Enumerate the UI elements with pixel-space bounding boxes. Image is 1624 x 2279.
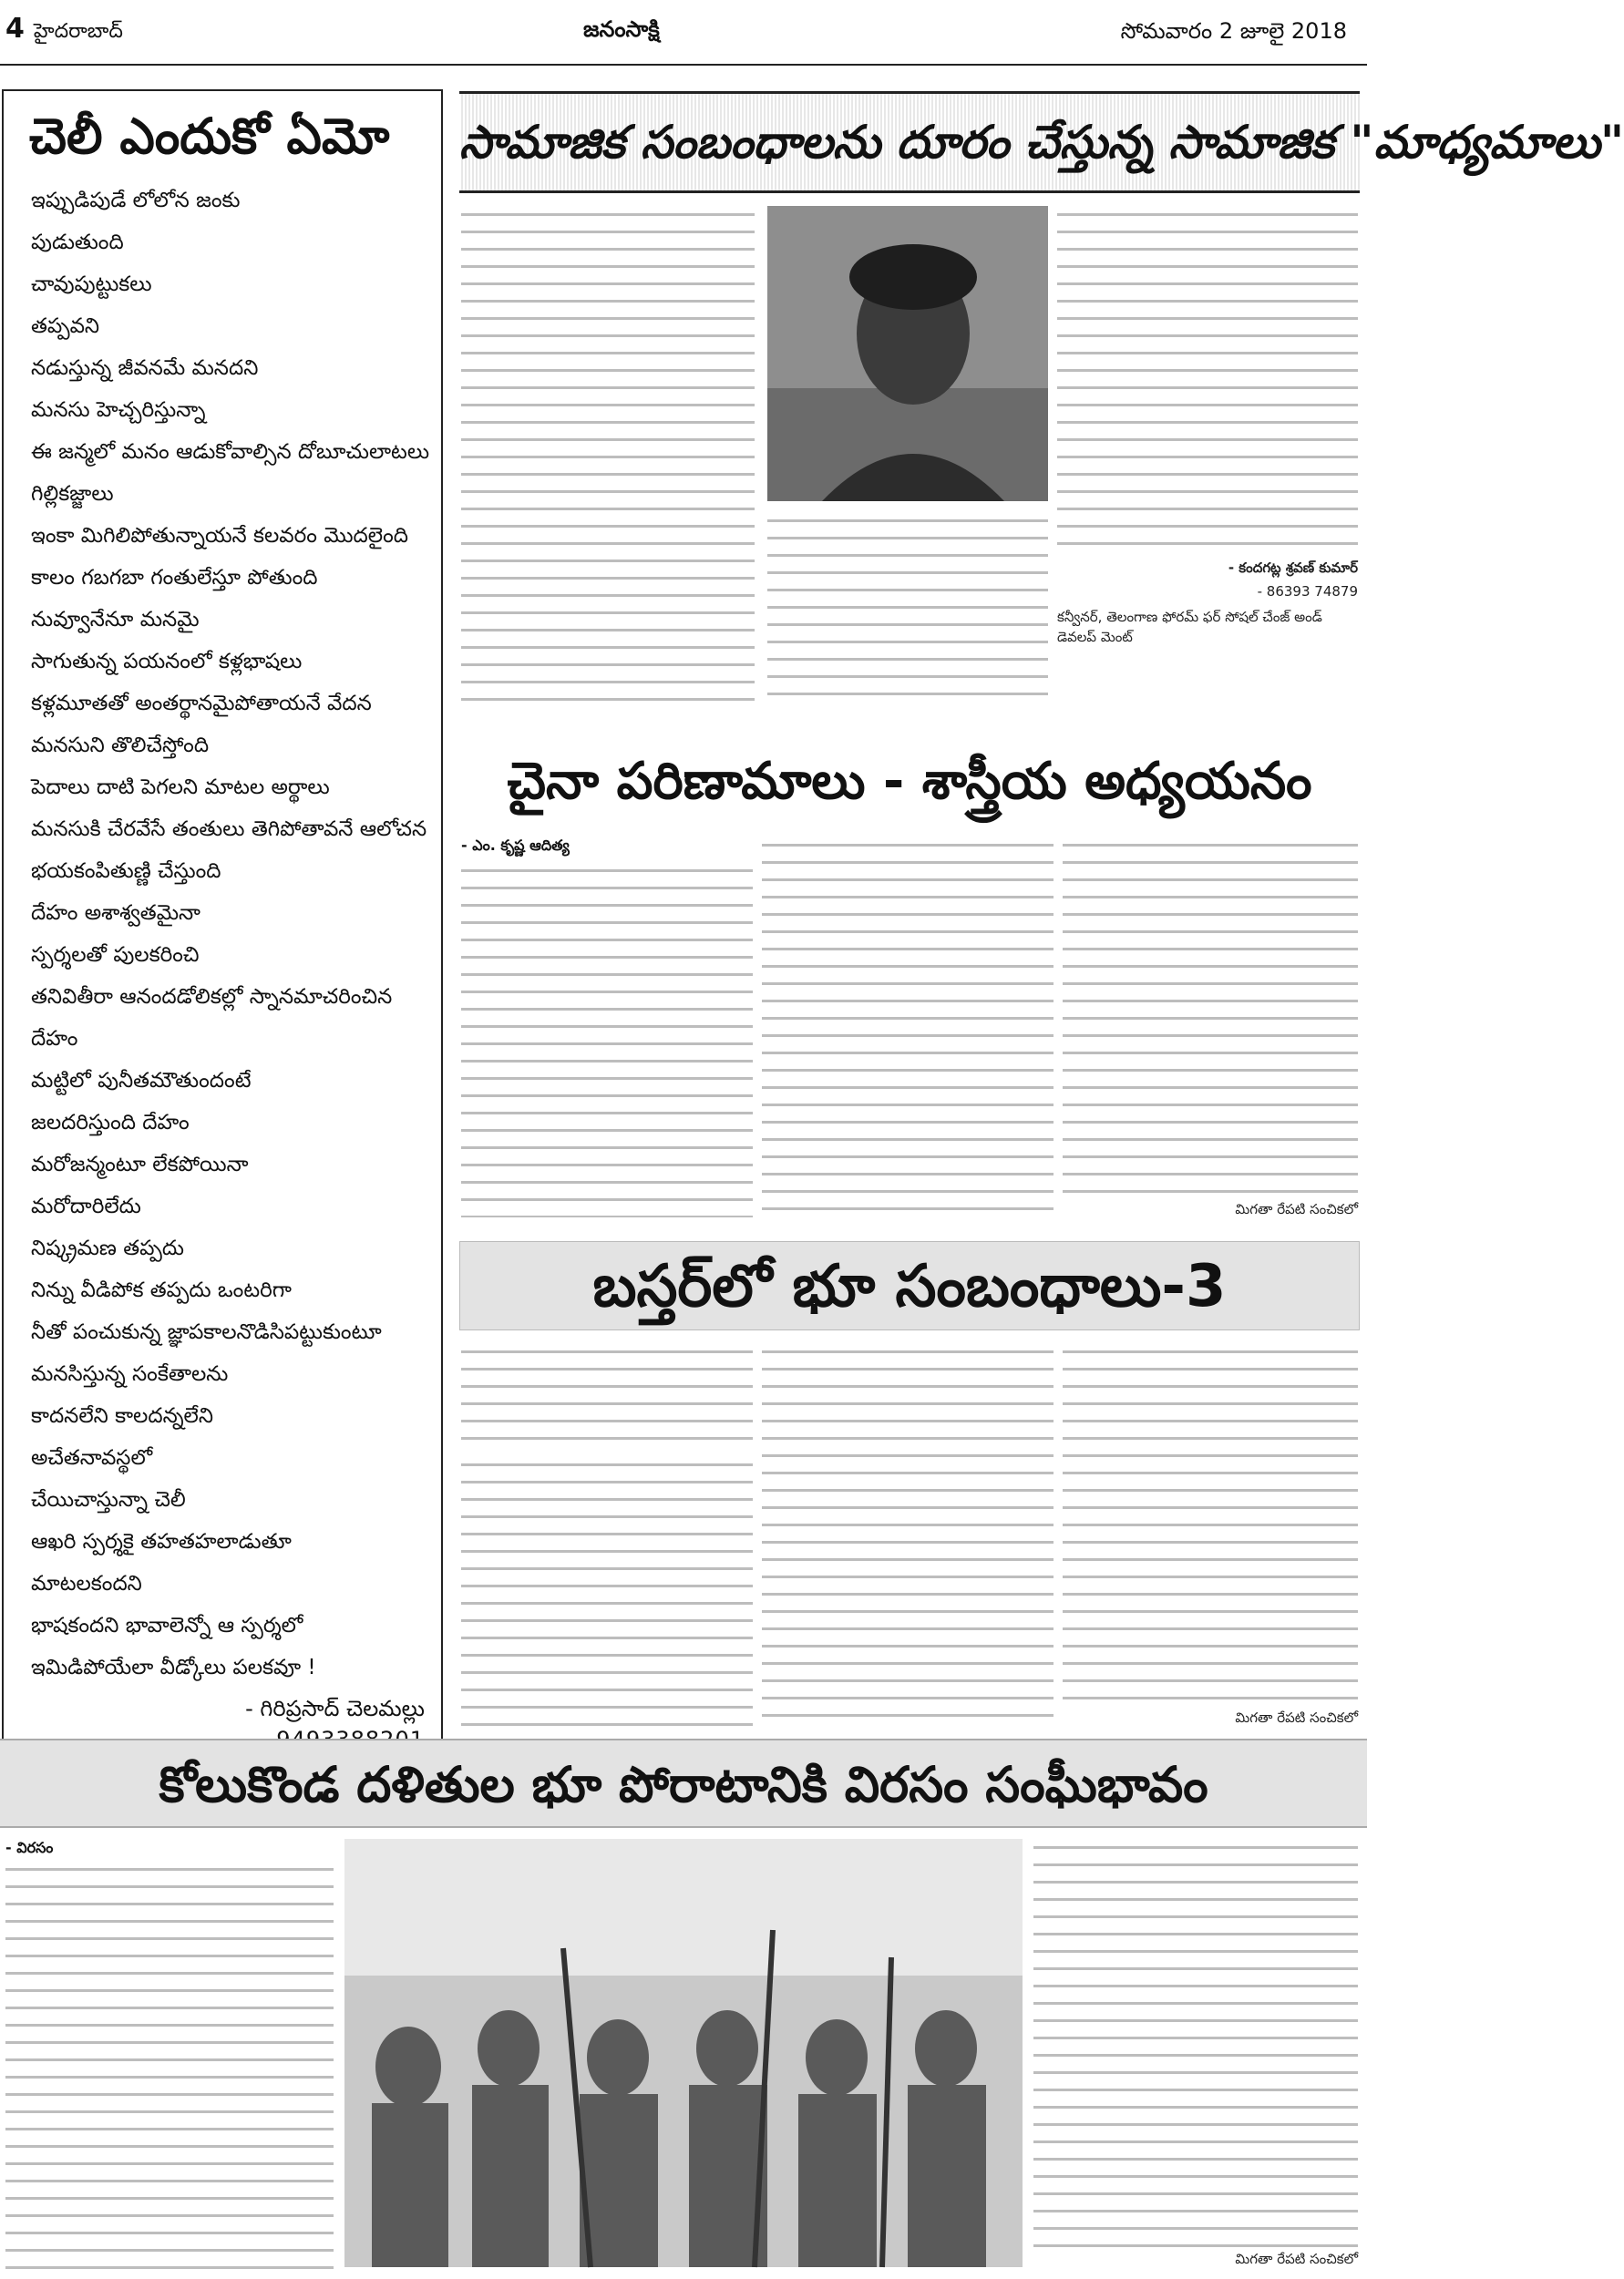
poem-box xyxy=(2,89,443,1799)
article4-byline: - విరసం xyxy=(5,1839,54,1856)
author-photo xyxy=(767,206,1048,501)
poem-line: దేహం xyxy=(31,1027,78,1052)
article1-column-3 xyxy=(1057,206,1358,552)
article2-byline: - ఎం. కృష్ణ ఆదిత్య xyxy=(461,837,570,854)
poem-line: ఆఖరి స్పర్శకై తహతహలాడుతూ xyxy=(31,1530,292,1555)
poem-line: కళ్లమూతతో అంతర్థానమైపోతాయనే వేదన xyxy=(31,692,372,716)
article1-phone: - 86393 74879 xyxy=(1257,583,1358,600)
article3-column-2 xyxy=(762,1343,1054,1726)
poem-line: ఈ జన్మలో మనం ఆడుకోవాల్సిన దోబూచులాటలు xyxy=(31,440,430,465)
article4-headline: కోలుకొండ దళితుల భూ పోరాటానికి విరసం సంఘీభావం xyxy=(0,1739,1367,1828)
poem-line: చేయిచాస్తున్నా చెలీ xyxy=(31,1488,186,1513)
poem-line: మట్టిలో పునీతమౌతుందంటే xyxy=(31,1069,252,1093)
poem-line: నిష్క్రమణ తప్పదు xyxy=(31,1237,185,1261)
poem-line: మనసు హెచ్చరిస్తున్నా xyxy=(31,398,206,423)
article4-column-1 xyxy=(5,1861,334,2271)
article2-column-3 xyxy=(1063,837,1358,1196)
page-number-value: 4 xyxy=(5,13,25,45)
poem-title: చెలీ ఎందుకో ఏమో xyxy=(29,108,390,165)
poem-line: మరోదారిలేదు xyxy=(31,1195,141,1219)
poem-line: పుడుతుంది xyxy=(31,231,124,255)
poem-line: మనసుని తొలిచేస్తోంది xyxy=(31,734,210,758)
poem-line: సాగుతున్న పయనంలో కళ్లభాషలు xyxy=(31,650,303,674)
poem-line: నడుస్తున్న జీవనమే మనదని xyxy=(31,356,259,381)
poem-line: ఇప్పుడిపుడే లోలోన జంకు xyxy=(31,189,241,213)
poem-line: ఇంకా మిగిలిపోతున్నాయనే కలవరం మొదలైంది xyxy=(31,524,408,549)
article2-headline: చైనా పరిణామాలు - శాస్త్రీయ అధ్యయనం xyxy=(459,738,1360,826)
poem-line: మాటలకందని xyxy=(31,1572,142,1596)
article2-column-1 xyxy=(461,862,753,1217)
poem-line: నిన్ను వీడిపోక తప్పదు ఒంటరిగా xyxy=(31,1278,292,1303)
article3-intro xyxy=(461,1343,753,1449)
portrait-image xyxy=(767,206,1048,501)
poem-line: కాదనలేని కాలదన్నలేని xyxy=(31,1404,214,1429)
poem-line: అచేతనావస్థలో xyxy=(31,1446,153,1471)
article1-affiliation: కన్వీనర్, తెలంగాణ ఫోరమ్ ఫర్ సోషల్ చేంజ్ అండ్ డెవలప్ మెంట్ xyxy=(1057,609,1322,645)
poem-line: కాలం గబగబా గంతులేస్తూ పోతుంది xyxy=(31,566,318,590)
protest-image xyxy=(344,1839,1023,2267)
poem-line: మనసుకి చేరవేసే తంతులు తెగిపోతావనే ఆలోచన xyxy=(31,817,427,842)
article3-column-1 xyxy=(461,1456,753,1726)
poem-line: స్పర్శలతో పులకరించి xyxy=(31,943,200,968)
article4-credit: మిగతా రేపటి సంచికలో xyxy=(1235,2251,1358,2267)
poem-line: నువ్వూనేనూ మనమై xyxy=(31,608,200,632)
poem-line: నీతో పంచుకున్న జ్ఞాపకాలనొడిసిపట్టుకుంటూ xyxy=(31,1320,382,1345)
page-number xyxy=(5,13,123,47)
article3-credit: మిగతా రేపటి సంచికలో xyxy=(1235,1709,1358,1726)
poem-line: చావుపుట్టుకలు xyxy=(31,272,152,297)
poem-line: భాషకందని భావాలెన్నో ఆ స్పర్శలో xyxy=(31,1614,303,1638)
issue-date: సోమవారం 2 జూలై 2018 xyxy=(1120,18,1347,44)
article3-column-3 xyxy=(1063,1343,1358,1704)
poem-line: మరోజన్మంటూ లేకపోయినా xyxy=(31,1153,249,1177)
article1-headline: సామాజిక సంబంధాలను దూరం చేస్తున్న సామాజిక "మాధ్యమాలు" xyxy=(459,91,1360,193)
poem-line: మనసిస్తున్న సంకేతాలను xyxy=(31,1362,229,1387)
poem-line: ఇమిడిపోయేలా వీడ్కోలు పలకవూ ! xyxy=(31,1656,316,1680)
poem-line: భయకంపితుణ్ణి చేస్తుంది xyxy=(31,859,221,884)
page-header xyxy=(0,0,1367,66)
article1-author: - కందగట్ల శ్రవణ్ కుమార్ xyxy=(1228,559,1358,576)
poem-line: తనివితీరా ఆనందడోలికల్లో స్నానమాచరించిన xyxy=(31,985,393,1010)
article1-column-2 xyxy=(767,512,1048,702)
article4-column-2 xyxy=(1033,1839,1358,2247)
poem-author: - గిరిప్రసాద్ చెలమల్లు xyxy=(245,1696,425,1722)
poem-line: గిల్లికజ్జాలు xyxy=(31,482,114,507)
poem-lines xyxy=(16,180,428,1689)
poem-line: తప్పవని xyxy=(31,314,100,339)
masthead: జనంసాక్షి xyxy=(583,16,660,42)
article2-column-2 xyxy=(762,837,1054,1217)
article2-credit: మిగతా రేపటి సంచికలో xyxy=(1235,1201,1358,1217)
protest-photo xyxy=(344,1839,1023,2267)
city-label: హైదరాబాద్ xyxy=(33,20,123,43)
poem-line: జలదరిస్తుంది దేహం xyxy=(31,1111,190,1135)
poem-line: పెదాలు దాటి పెగలని మాటల అర్థాలు xyxy=(31,775,330,800)
poem-line: దేహం అశాశ్వతమైనా xyxy=(31,901,200,926)
article1-column-1 xyxy=(461,206,755,702)
article3-headline: బస్తర్‌లో భూ సంబంధాలు-3 xyxy=(459,1241,1360,1330)
